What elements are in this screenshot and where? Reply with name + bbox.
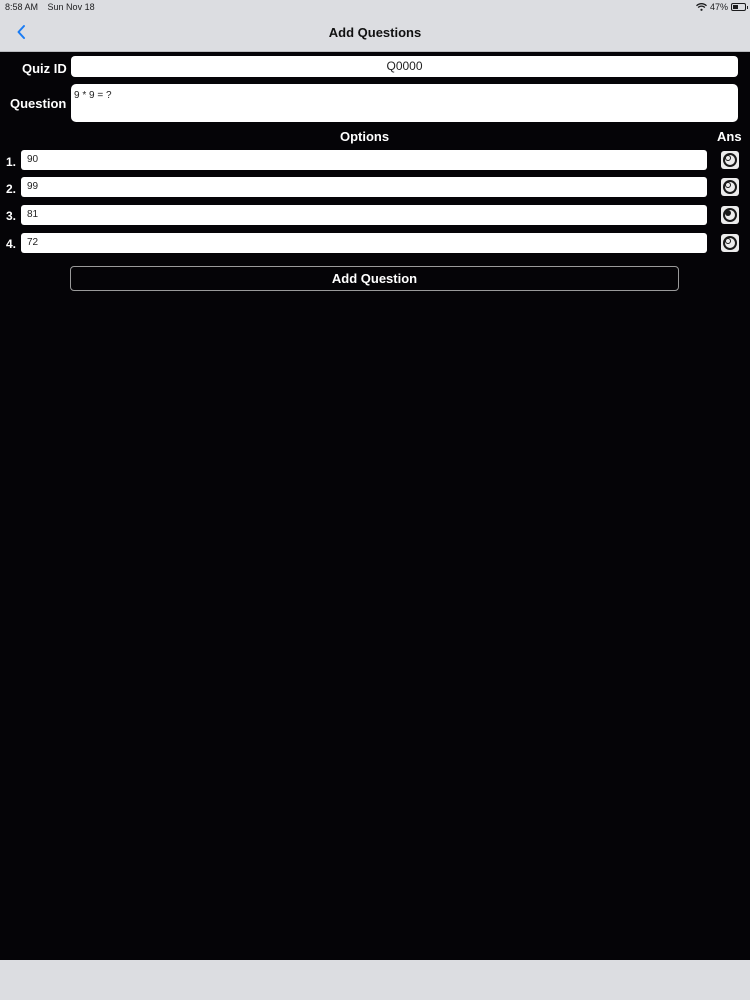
add-question-button[interactable]: Add Question <box>70 266 679 291</box>
options-header: Options <box>340 129 390 144</box>
status-right <box>696 2 746 12</box>
status-time: 8:58 AM <box>5 2 39 12</box>
answer-radio-3[interactable] <box>721 206 739 224</box>
answer-radio-2[interactable] <box>721 178 739 196</box>
battery-icon <box>731 3 746 11</box>
option-number-3: 3. <box>6 209 17 223</box>
battery-percent: 47% <box>709 2 728 12</box>
radio-dot-icon <box>725 238 731 244</box>
option-number-4: 4. <box>6 237 17 251</box>
radio-dot-icon <box>725 182 731 188</box>
option-field-3[interactable]: 81 <box>21 205 707 225</box>
quiz-id-field[interactable]: Q0000 <box>71 56 738 77</box>
answer-header: Ans <box>717 129 742 144</box>
radio-dot-icon <box>725 155 731 161</box>
battery-tip <box>747 6 749 9</box>
option-number-2: 2. <box>6 182 17 196</box>
quiz-id-label: Quiz ID <box>22 61 67 76</box>
radio-dot-icon <box>725 210 731 216</box>
answer-radio-1[interactable] <box>721 151 739 169</box>
bottom-toolbar <box>0 960 750 1000</box>
navigation-bar <box>0 14 750 52</box>
battery-fill <box>733 5 738 9</box>
question-field[interactable]: 9 * 9 = ? <box>71 84 738 122</box>
question-label: Question <box>10 96 67 111</box>
answer-radio-4[interactable] <box>721 234 739 252</box>
status-date: Sun Nov 18 <box>47 2 95 12</box>
option-field-2[interactable]: 99 <box>21 177 707 197</box>
option-field-4[interactable]: 72 <box>21 233 707 253</box>
status-bar <box>0 0 750 14</box>
option-number-1: 1. <box>6 155 17 169</box>
wifi-icon <box>696 3 707 11</box>
option-field-1[interactable]: 90 <box>21 150 707 170</box>
page-title: Add Questions <box>328 25 422 40</box>
status-left <box>5 2 102 12</box>
